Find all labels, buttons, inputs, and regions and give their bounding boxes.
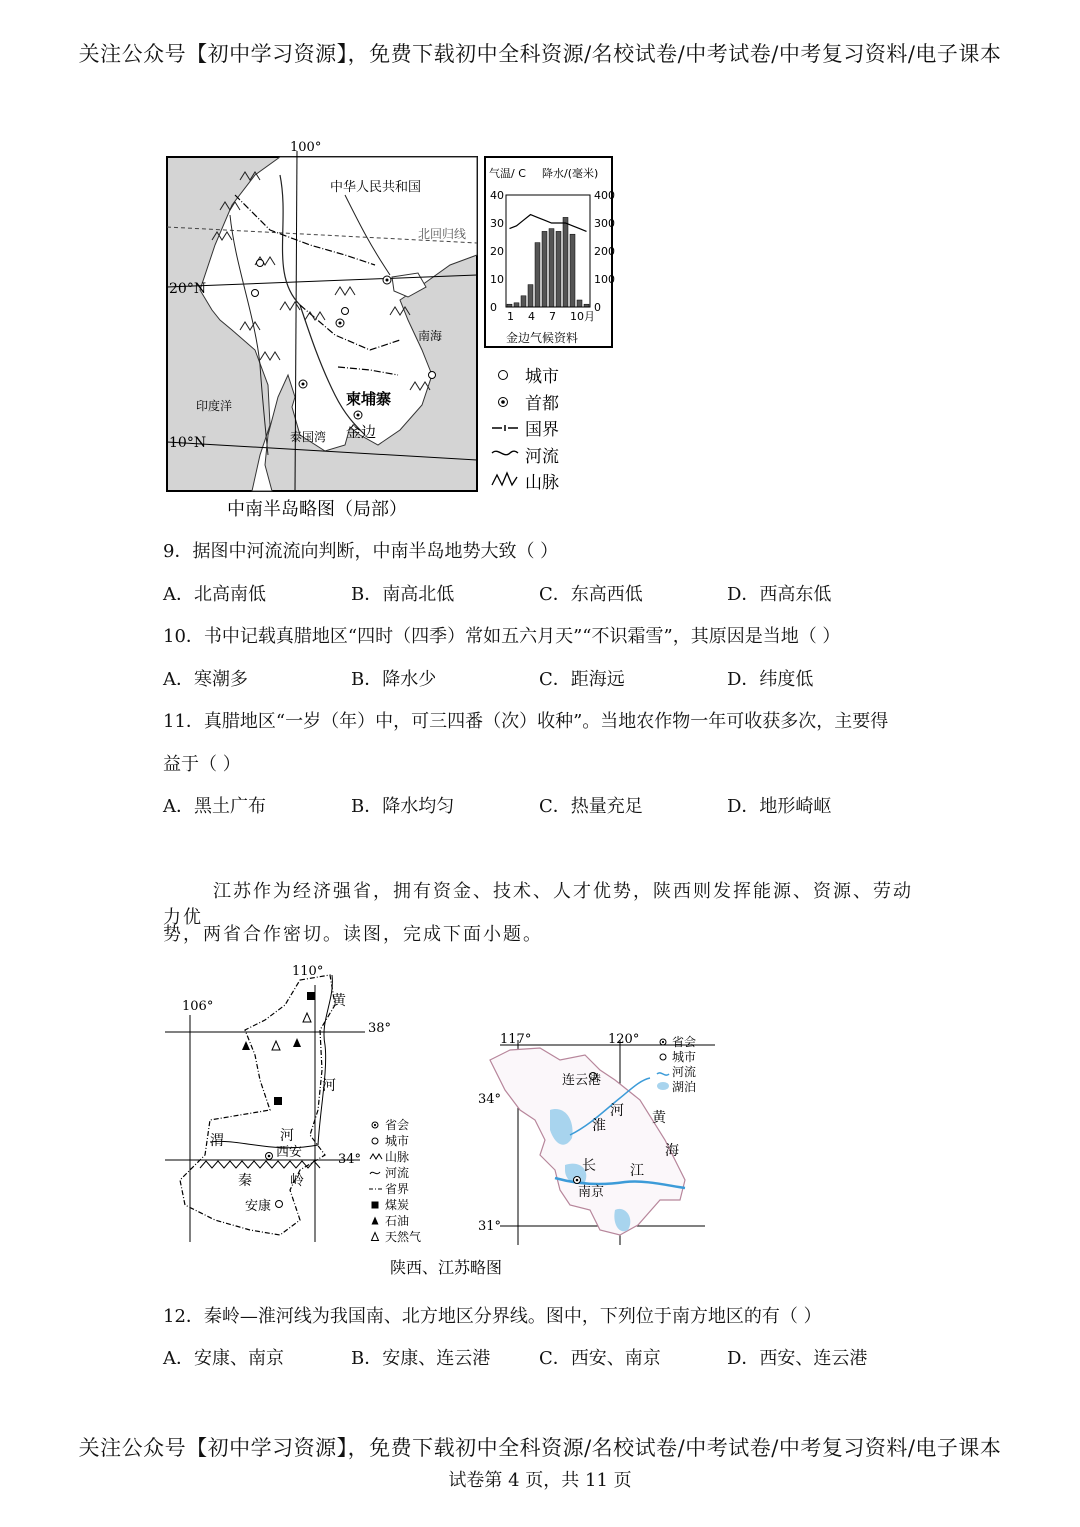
nanjing-label: 南京 xyxy=(578,1185,605,1200)
question-11-cont: 益于（ ） xyxy=(163,754,241,775)
lat-34-label: 34° xyxy=(338,1152,362,1167)
month-tick-label: 4 xyxy=(528,310,535,323)
river-legend-icon xyxy=(492,451,518,455)
option-c[interactable]: C．西安、南京 xyxy=(539,1348,661,1369)
legend-icon xyxy=(372,1202,379,1209)
legend-icon xyxy=(370,1154,382,1159)
option-a[interactable]: A．黑土广布 xyxy=(163,796,266,817)
yangtze-char: 江 xyxy=(630,1163,644,1179)
legend-icon xyxy=(372,1217,379,1225)
legend-icon xyxy=(372,1122,378,1128)
temp-tick-label: 0 xyxy=(490,301,497,314)
lianyungang-label: 连云港 xyxy=(562,1073,602,1088)
option-c[interactable]: C．距海远 xyxy=(539,669,625,690)
legend-border-label: 国界 xyxy=(525,420,559,440)
yellow-sea-char: 黄 xyxy=(652,1110,666,1126)
climate-caption: 金边气候资料 xyxy=(506,331,579,345)
shaanxi-legend xyxy=(369,1117,421,1244)
temp-tick-label: 20 xyxy=(490,245,504,258)
lat-20-label: 20°N xyxy=(169,281,207,297)
ankang-label: 安康 xyxy=(245,1199,272,1214)
option-a[interactable]: A．寒潮多 xyxy=(163,669,248,690)
gulf-label: 泰国湾 xyxy=(290,430,327,444)
yellow-river-char: 河 xyxy=(322,1078,336,1094)
city-marker xyxy=(429,372,436,379)
option-b[interactable]: B．安康、连云港 xyxy=(351,1348,491,1369)
coal-marker xyxy=(274,1097,282,1105)
city-marker xyxy=(342,308,349,315)
question-9: 9．据图中河流流向判断，中南半岛地势大致（ ） xyxy=(163,541,559,562)
shaanxi-map xyxy=(165,964,391,1242)
page-number: 试卷第 4 页，共 11 页 xyxy=(448,1470,632,1491)
precip-tick-label: 100 xyxy=(594,273,615,286)
month-tick-label: 7 xyxy=(549,310,556,323)
legend-label: 省界 xyxy=(385,1182,410,1196)
shaanxi-jiangsu-map-figure xyxy=(160,960,740,1280)
precip-bar xyxy=(528,285,533,307)
indochina-map xyxy=(167,140,477,491)
legend-icon xyxy=(372,1138,378,1144)
legend-label: 省会 xyxy=(672,1035,697,1049)
precip-bar xyxy=(514,303,519,307)
temp-tick-label: 30 xyxy=(490,217,504,230)
option-d[interactable]: D．西安、连云港 xyxy=(727,1348,868,1369)
qinling-mountains xyxy=(200,1161,320,1168)
south-sea-label: 南海 xyxy=(418,329,443,343)
wei-river-char: 河 xyxy=(280,1128,294,1144)
precip-axis-label: 降水/(毫米) xyxy=(542,167,599,180)
indian-ocean-label: 印度洋 xyxy=(196,399,233,413)
yellow-sea-char: 海 xyxy=(665,1143,679,1159)
gas-marker xyxy=(303,1013,311,1022)
cambodia-label: 柬埔寨 xyxy=(346,390,392,408)
mountain-legend-icon xyxy=(492,473,517,485)
wei-river-char: 渭 xyxy=(210,1133,224,1149)
lat-10-label: 10°N xyxy=(169,435,207,451)
huai-char: 河 xyxy=(610,1103,624,1119)
header-banner: 关注公众号【初中学习资源】，免费下载初中全科资源/名校试卷/中考试卷/中考复习资料/电子课本 xyxy=(78,42,1002,66)
shaanxi-border xyxy=(180,975,335,1235)
legend-label: 湖泊 xyxy=(672,1080,697,1094)
huai-char: 淮 xyxy=(592,1118,606,1134)
legend-icon xyxy=(370,1172,380,1174)
oil-marker xyxy=(242,1041,250,1050)
precip-bar xyxy=(577,300,582,307)
lon-110-label: 110° xyxy=(292,964,324,979)
option-c[interactable]: C．东高西低 xyxy=(539,584,643,605)
precip-tick-label: 400 xyxy=(594,189,615,202)
lat-31-label: 31° xyxy=(478,1219,502,1234)
city-legend-icon xyxy=(499,371,508,380)
yellow-river-char: 黄 xyxy=(332,993,346,1009)
temp-tick-label: 10 xyxy=(490,273,504,286)
legend-city-label: 城市 xyxy=(525,367,559,387)
legend-label: 天然气 xyxy=(385,1230,422,1244)
precip-tick-label: 200 xyxy=(594,245,615,258)
ankang-marker xyxy=(276,1201,283,1208)
option-d[interactable]: D．西高东低 xyxy=(727,584,832,605)
legend-mountain-label: 山脉 xyxy=(525,473,559,493)
map1-legend xyxy=(492,367,559,493)
qinling-char: 秦 xyxy=(238,1173,252,1189)
xian-label: 西安 xyxy=(276,1145,303,1160)
option-d[interactable]: D．地形崎岖 xyxy=(727,796,832,817)
legend-icon xyxy=(372,1233,379,1241)
climate-chart xyxy=(485,157,615,347)
tropic-label: 北回归线 xyxy=(418,227,467,241)
legend-label: 城市 xyxy=(672,1050,697,1064)
precip-bar xyxy=(570,234,575,307)
phnom-penh-label: 金边 xyxy=(346,423,377,441)
precip-bar xyxy=(549,229,554,307)
lat-34-label: 34° xyxy=(478,1092,502,1107)
lat-38-label: 38° xyxy=(368,1021,392,1036)
lon-120-label: 120° xyxy=(608,1032,640,1047)
legend-label: 城市 xyxy=(385,1134,410,1148)
coal-marker xyxy=(307,992,315,1000)
precip-bar xyxy=(521,296,526,307)
indochina-map-figure xyxy=(160,135,630,525)
option-a[interactable]: A．北高南低 xyxy=(163,584,266,605)
border-legend-icon xyxy=(492,425,518,431)
temp-axis-label: 气温/ C xyxy=(489,167,526,180)
legend-label: 河流 xyxy=(385,1166,410,1180)
precip-bar xyxy=(535,243,540,307)
jiangsu-legend xyxy=(657,1034,696,1094)
option-b[interactable]: B．降水均匀 xyxy=(351,796,455,817)
passage-line-1: 江苏作为经济强省，拥有资金、技术、人才优势，陕西则发挥能源、资源、劳动力优 xyxy=(163,881,913,928)
map1-caption: 中南半岛略图（局部） xyxy=(227,499,407,520)
precip-bar xyxy=(556,231,561,307)
city-marker xyxy=(252,290,259,297)
legend-label: 山脉 xyxy=(385,1150,410,1164)
legend-label: 石油 xyxy=(385,1214,410,1228)
lon-100-label: 100° xyxy=(290,140,322,155)
question-11: 11．真腊地区“一岁（年）中，可三四番（次）收种”。当地农作物一年可收获多次，主要得 xyxy=(163,711,889,732)
option-c[interactable]: C．热量充足 xyxy=(539,796,643,817)
passage-line-2: 势，两省合作密切。读图，完成下面小题。 xyxy=(163,924,543,945)
legend-river-label: 河流 xyxy=(525,447,559,467)
legend-label: 河流 xyxy=(672,1065,697,1079)
lon-117-label: 117° xyxy=(500,1032,532,1047)
yellow-river xyxy=(318,975,332,1145)
legend-capital-label: 首都 xyxy=(525,394,559,414)
month-tick-label: 10月 xyxy=(570,310,595,323)
yangtze-char: 长 xyxy=(582,1158,596,1174)
option-b[interactable]: B．南高北低 xyxy=(351,584,455,605)
precip-tick-label: 0 xyxy=(594,301,601,314)
city-marker xyxy=(257,260,264,267)
month-tick-label: 1 xyxy=(507,310,514,323)
question-12: 12．秦岭—淮河线为我国南、北方地区分界线。图中，下列位于南方地区的有（ ） xyxy=(163,1306,822,1327)
precip-bar xyxy=(542,231,547,307)
lon-106-label: 106° xyxy=(182,999,214,1014)
map2-caption: 陕西、江苏略图 xyxy=(390,1258,503,1277)
precip-tick-label: 300 xyxy=(594,217,615,230)
legend-label: 煤炭 xyxy=(385,1198,410,1212)
temp-tick-label: 40 xyxy=(490,189,504,202)
legend-label: 省会 xyxy=(385,1118,410,1132)
oil-marker xyxy=(293,1038,301,1047)
option-a[interactable]: A．安康、南京 xyxy=(163,1348,284,1369)
option-b[interactable]: B．降水少 xyxy=(351,669,437,690)
question-10: 10．书中记载真腊地区“四时（四季）常如五六月天”“不识霜雪”，其原因是当地（ ） xyxy=(163,626,841,647)
footer-banner: 关注公众号【初中学习资源】，免费下载初中全科资源/名校试卷/中考试卷/中考复习资料/电子课本 xyxy=(78,1436,1002,1460)
precip-bar xyxy=(563,217,568,307)
option-d[interactable]: D．纬度低 xyxy=(727,669,814,690)
china-label: 中华人民共和国 xyxy=(330,180,422,195)
gas-marker xyxy=(272,1041,280,1050)
qinling-char: 岭 xyxy=(290,1173,304,1189)
